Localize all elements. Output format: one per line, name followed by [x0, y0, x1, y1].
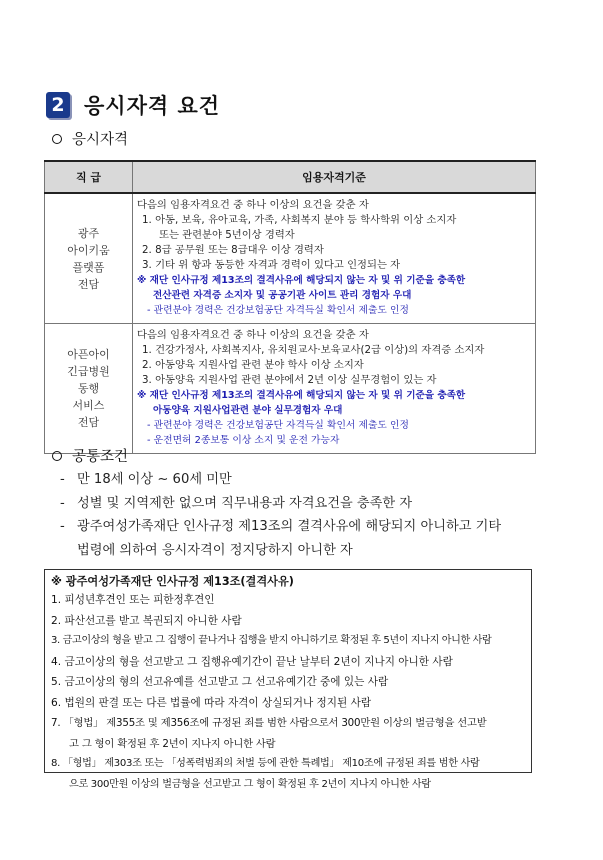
role-line: 아이키움 — [67, 243, 110, 257]
dash-bullet: - — [60, 495, 65, 511]
preference-note: 아동양육 지원사업관련 분야 실무경험자 우대 — [153, 405, 343, 416]
disqualification-item — [51, 754, 523, 795]
disqualification-item: 2. 파산선고를 받고 복권되지 아니한 사람 — [51, 614, 242, 627]
criteria-line: 다음의 임용자격요건 중 하나 이상의 요건을 갖춘 자 — [137, 199, 369, 211]
list-item — [60, 492, 550, 516]
table-row — [45, 193, 536, 324]
role-line: 플랫폼 — [72, 260, 105, 274]
section-header — [46, 90, 220, 120]
role-cell — [45, 324, 133, 454]
common-heading-label: 공통조건 — [72, 449, 129, 465]
role-line: 서비스 — [72, 399, 105, 412]
role-line: 광주 — [77, 226, 100, 240]
criteria-cell — [133, 324, 536, 454]
criteria-cell — [133, 193, 536, 324]
dash-bullet: - — [60, 519, 65, 534]
circle-bullet-icon — [52, 134, 62, 144]
criteria-line: 3. 아동양육 지원사업 관련 분야에서 2년 이상 실무경험이 있는 자 — [142, 374, 437, 386]
role-line: 동행 — [77, 382, 100, 395]
disqualification-box — [44, 569, 532, 790]
header-role: 직 급 — [45, 161, 133, 193]
list-item-continuation: 법령에 의하여 응시자격이 정지당하지 아니한 자 — [77, 542, 353, 558]
disqualification-item: 4. 금고이상의 형을 선고받고 그 집행유예기간이 끝난 날부터 2년이 지나지 아니한 사람 — [51, 655, 453, 668]
career-note: - 관련분야 경력은 건강보험공단 자격득실 확인서 제출도 인정 — [147, 305, 409, 316]
list-item-text: 만 18세 이상 ~ 60세 미만 — [77, 472, 232, 487]
header-criteria: 임용자격기준 — [133, 161, 536, 193]
disqualification-item-line: 8. 「형법」 제303조 또는 「성폭력범죄의 처벌 등에 관한 특례법」 제10조에 규정된 죄를 범한 사람 — [51, 758, 480, 769]
list-item — [60, 468, 550, 492]
table-header-row — [45, 161, 536, 193]
disqualification-item-line: 7. 「형법」 제355조 및 제356조에 규정된 죄를 범한 사람으로서 300만원 이상의 벌금형을 선고받 — [51, 717, 487, 729]
disqualification-item — [51, 713, 523, 754]
role-line: 긴급병원 — [67, 365, 110, 378]
criteria-line: 2. 8급 공무원 또는 8급대우 이상 경력자 — [142, 244, 324, 256]
role-line: 전담 — [77, 416, 100, 429]
disqualification-item: 6. 법원의 판결 또는 다른 법률에 따라 자격이 상실되거나 정지된 사람 — [51, 696, 372, 709]
criteria-line: 또는 관련분야 5년이상 경력자 — [159, 229, 295, 241]
criteria-line: 2. 아동양육 지원사업 관련 분야 학사 이상 소지자 — [142, 359, 364, 371]
criteria-line: 3. 기타 위 항과 동등한 자격과 경력이 있다고 인정되는 자 — [142, 259, 401, 271]
criteria-line: 1. 건강가정사, 사회복지사, 유치원교사·보육교사(2급 이상)의 자격증 소지자 — [142, 344, 485, 356]
common-conditions-list — [60, 468, 550, 562]
qualification-heading — [52, 128, 128, 149]
section-number-badge: 2 — [46, 92, 70, 118]
role-line: 아픈아이 — [67, 348, 110, 361]
license-note: - 운전면허 2종보통 이상 소지 및 운전 가능자 — [147, 435, 340, 446]
table-row — [45, 324, 536, 454]
disqualification-item-line: 으로 300만원 이상의 벌금형을 선고받고 그 형이 확정된 후 2년이 지나지 아니한 사람 — [69, 778, 431, 790]
career-note: - 관련분야 경력은 건강보험공단 자격득실 확인서 제출도 인정 — [147, 420, 409, 431]
criteria-line: 1. 아동, 보육, 유아교육, 가족, 사회복지 분야 등 학사학위 이상 소지자 — [142, 214, 457, 226]
disqualification-item: 1. 피성년후견인 또는 피한정후견인 — [51, 594, 215, 606]
list-item-text: 광주여성가족재단 인사규정 제13조의 결격사유에 해당되지 아니하고 기타 — [77, 519, 502, 534]
list-item-text: 성별 및 지역제한 없으며 직무내용과 자격요건을 충족한 자 — [77, 495, 413, 511]
preference-note: ※ 재단 인사규정 제13조의 결격사유에 해당되지 않는 자 및 위 기준을 충족한 — [137, 275, 466, 286]
circle-bullet-icon — [52, 451, 62, 461]
preference-note: 전산관련 자격증 소지자 및 공공기관 사이트 관리 경험자 우대 — [153, 290, 412, 301]
criteria-line: 다음의 임용자격요건 중 하나 이상의 요건을 갖춘 자 — [137, 329, 369, 341]
role-line: 전담 — [77, 277, 100, 291]
disqualification-item-line: 고 그 형이 확정된 후 2년이 지나지 아니한 사람 — [69, 737, 276, 750]
qualification-table — [44, 160, 536, 454]
role-cell — [45, 193, 133, 324]
disqualification-title: ※ 광주여성가족재단 인사규정 제13조(결격사유) — [51, 575, 294, 588]
disqualification-item: 5. 금고이상의 형의 선고유예를 선고받고 그 선고유예기간 중에 있는 사람 — [51, 676, 389, 688]
preference-note: ※ 재단 인사규정 제13조의 결격사유에 해당되지 않는 자 및 위 기준을 충족한 — [137, 390, 466, 401]
section-title: 응시자격 요건 — [84, 94, 221, 118]
list-item — [60, 515, 550, 539]
dash-bullet: - — [60, 472, 65, 487]
common-heading — [52, 445, 128, 466]
disqualification-item: 3. 금고이상의 형을 받고 그 집행이 끝나거나 집행을 받지 아니하기로 확정된 후 5년이 지나지 아니한 사람 — [51, 635, 492, 646]
qualification-heading-label: 응시자격 — [72, 132, 129, 148]
